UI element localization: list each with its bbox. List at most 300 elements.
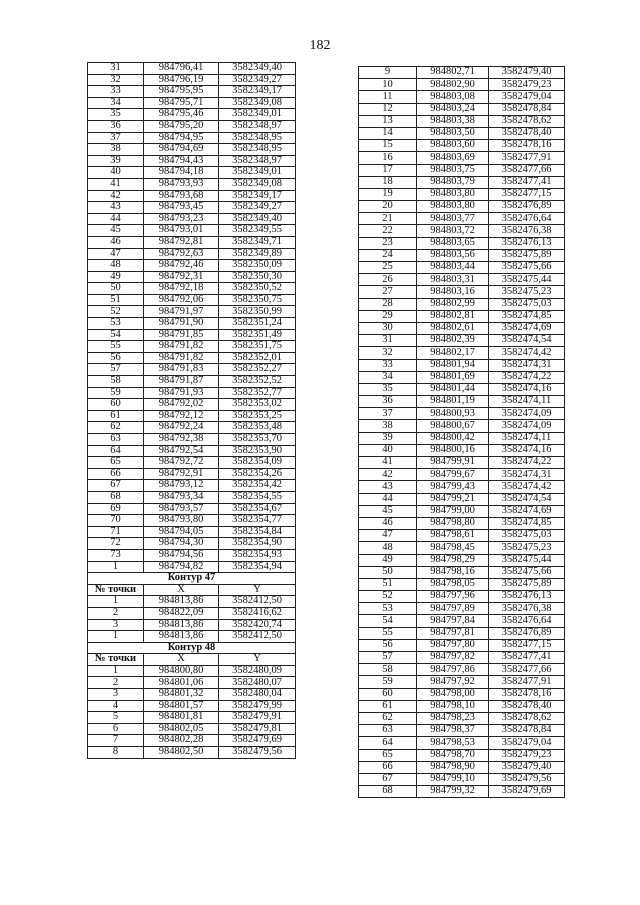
x-coordinate-cell: 984792,72 (144, 457, 219, 469)
y-coordinate-cell: 3582349,08 (219, 97, 296, 109)
x-coordinate-cell: 984803,79 (417, 176, 489, 188)
y-coordinate-cell: 3582475,23 (489, 542, 565, 554)
point-number-cell: 40 (359, 444, 417, 456)
x-coordinate-cell: 984801,57 (144, 700, 219, 712)
point-number-cell: 30 (359, 322, 417, 334)
x-coordinate-cell: 984803,77 (417, 213, 489, 225)
table-row (88, 376, 296, 388)
x-coordinate-cell: 984800,16 (417, 444, 489, 456)
y-coordinate-cell: 3582475,03 (489, 298, 565, 310)
table-row (359, 237, 565, 249)
x-coordinate-cell: 984801,94 (417, 359, 489, 371)
table-row (88, 445, 296, 457)
y-coordinate-cell: 3582474,54 (489, 335, 565, 347)
table-row (88, 74, 296, 86)
point-number-cell: 51 (359, 578, 417, 590)
table-row (359, 262, 565, 274)
table-row (359, 481, 565, 493)
point-number-cell: 54 (88, 329, 144, 341)
x-coordinate-cell: 984797,92 (417, 676, 489, 688)
table-row (88, 434, 296, 446)
table-row (359, 225, 565, 237)
x-coordinate-cell: 984798,53 (417, 737, 489, 749)
point-number-cell: 36 (88, 120, 144, 132)
table-row (359, 542, 565, 554)
point-number-cell: 57 (359, 652, 417, 664)
y-coordinate-cell: 3582474,31 (489, 469, 565, 481)
table-row (359, 749, 565, 761)
y-coordinate-cell: 3582477,15 (489, 639, 565, 651)
point-number-cell: 2 (88, 607, 144, 619)
point-number-cell: 42 (88, 190, 144, 202)
y-coordinate-cell: 3582474,11 (489, 396, 565, 408)
table-row (359, 554, 565, 566)
y-coordinate-cell: 3582477,91 (489, 152, 565, 164)
x-coordinate-cell: 984794,05 (144, 526, 219, 538)
table-row (359, 298, 565, 310)
point-number-cell: 52 (88, 306, 144, 318)
x-coordinate-cell: 984793,34 (144, 491, 219, 503)
table-row (88, 329, 296, 341)
table-row (88, 399, 296, 411)
point-number-cell: 6 (88, 723, 144, 735)
y-coordinate-cell: 3582474,69 (489, 322, 565, 334)
y-coordinate-cell: 3582354,84 (219, 526, 296, 538)
table-row (359, 712, 565, 724)
x-coordinate-cell: 984798,61 (417, 530, 489, 542)
y-coordinate-cell: 3582477,15 (489, 188, 565, 200)
table-row (88, 526, 296, 538)
point-number-cell: 67 (359, 773, 417, 785)
point-number-cell: 63 (359, 725, 417, 737)
point-number-cell: 56 (88, 352, 144, 364)
table-row (359, 457, 565, 469)
x-coordinate-cell: 984797,80 (417, 639, 489, 651)
point-number-cell: 53 (88, 318, 144, 330)
table-row (359, 79, 565, 91)
x-coordinate-cell: 984803,31 (417, 274, 489, 286)
y-coordinate-cell: 3582479,91 (219, 712, 296, 724)
x-coordinate-cell: 984803,44 (417, 262, 489, 274)
table-row (88, 712, 296, 724)
table-row (88, 167, 296, 179)
x-coordinate-cell: 984799,32 (417, 786, 489, 798)
table-row (359, 786, 565, 798)
point-number-cell: 43 (359, 481, 417, 493)
point-number-cell: 22 (359, 225, 417, 237)
x-coordinate-cell: 984792,18 (144, 283, 219, 295)
x-coordinate-cell: 984793,93 (144, 178, 219, 190)
point-number-cell: 52 (359, 591, 417, 603)
x-coordinate-cell: 984794,18 (144, 167, 219, 179)
point-number-cell: 60 (88, 399, 144, 411)
y-coordinate-cell: 3582474,42 (489, 347, 565, 359)
table-row (359, 591, 565, 603)
y-coordinate-cell: 3582348,95 (219, 132, 296, 144)
point-number-cell: 48 (88, 260, 144, 272)
point-number-cell: 34 (88, 97, 144, 109)
y-coordinate-cell: 3582477,41 (489, 652, 565, 664)
x-coordinate-cell: 984803,65 (417, 237, 489, 249)
x-coordinate-cell: 984795,20 (144, 120, 219, 132)
x-coordinate-cell: 984798,10 (417, 700, 489, 712)
x-coordinate-cell: 984794,95 (144, 132, 219, 144)
x-coordinate-cell: 984802,28 (144, 735, 219, 747)
x-coordinate-cell: 984801,06 (144, 677, 219, 689)
y-coordinate-cell: 3582349,01 (219, 109, 296, 121)
x-coordinate-cell: 984798,45 (417, 542, 489, 554)
table-row (88, 155, 296, 167)
y-coordinate-cell: 3582348,97 (219, 120, 296, 132)
table-row (359, 213, 565, 225)
point-number-cell: 55 (88, 341, 144, 353)
x-coordinate-cell: 984801,69 (417, 371, 489, 383)
point-number-cell: 66 (88, 468, 144, 480)
x-coordinate-cell: 984793,57 (144, 503, 219, 515)
point-number-cell: 66 (359, 761, 417, 773)
table-row (359, 176, 565, 188)
point-number-cell: 46 (88, 236, 144, 248)
x-coordinate-cell: 984803,60 (417, 140, 489, 152)
x-coordinate-cell: 984802,81 (417, 310, 489, 322)
table-row (359, 578, 565, 590)
x-coordinate-cell: 984798,23 (417, 712, 489, 724)
point-number-header: № точки (88, 654, 144, 666)
table-row (88, 120, 296, 132)
y-coordinate-cell: 3582350,30 (219, 271, 296, 283)
table-row (359, 615, 565, 627)
y-coordinate-cell: 3582477,41 (489, 176, 565, 188)
x-coordinate-cell: 984797,81 (417, 627, 489, 639)
y-coordinate-cell: 3582474,22 (489, 457, 565, 469)
table-row (88, 260, 296, 272)
x-coordinate-cell: 984792,06 (144, 294, 219, 306)
point-number-cell: 32 (88, 74, 144, 86)
table-row (88, 735, 296, 747)
point-number-cell: 70 (88, 515, 144, 527)
y-coordinate-cell: 3582475,66 (489, 566, 565, 578)
x-coordinate-cell: 984797,84 (417, 615, 489, 627)
point-number-cell: 64 (359, 737, 417, 749)
y-coordinate-cell: 3582354,90 (219, 538, 296, 550)
table-row (88, 236, 296, 248)
point-number-cell: 65 (359, 749, 417, 761)
x-coordinate-cell: 984802,17 (417, 347, 489, 359)
x-coordinate-cell: 984803,08 (417, 91, 489, 103)
table-row (88, 538, 296, 550)
table-row (359, 67, 565, 79)
table-row (88, 271, 296, 283)
table-row (88, 607, 296, 619)
table-row (359, 444, 565, 456)
x-coordinate-cell: 984797,82 (417, 652, 489, 664)
y-coordinate-cell: 3582478,84 (489, 725, 565, 737)
point-number-cell: 10 (359, 79, 417, 91)
x-coordinate-cell: 984791,90 (144, 318, 219, 330)
x-coordinate-cell: 984800,93 (417, 408, 489, 420)
y-coordinate-cell: 3582479,40 (489, 761, 565, 773)
point-number-cell: 46 (359, 517, 417, 529)
x-coordinate-cell: 984803,24 (417, 103, 489, 115)
point-number-cell: 67 (88, 480, 144, 492)
table-row (359, 505, 565, 517)
y-coordinate-cell: 3582349,40 (219, 63, 296, 75)
table-row (359, 371, 565, 383)
x-header: X (144, 584, 219, 596)
table-row (88, 144, 296, 156)
point-number-cell: 32 (359, 347, 417, 359)
point-number-cell: 68 (88, 491, 144, 503)
y-coordinate-cell: 3582475,89 (489, 249, 565, 261)
y-coordinate-cell: 3582479,04 (489, 91, 565, 103)
x-coordinate-cell: 984802,50 (144, 747, 219, 759)
x-coordinate-cell: 984792,02 (144, 399, 219, 411)
point-number-cell: 7 (88, 735, 144, 747)
point-number-cell: 4 (88, 700, 144, 712)
point-number-cell: 53 (359, 603, 417, 615)
table-row (359, 725, 565, 737)
x-coordinate-cell: 984796,41 (144, 63, 219, 75)
x-coordinate-cell: 984795,46 (144, 109, 219, 121)
y-coordinate-cell: 3582351,75 (219, 341, 296, 353)
table-row (88, 132, 296, 144)
x-coordinate-cell: 984791,97 (144, 306, 219, 318)
table-row (88, 97, 296, 109)
point-number-cell: 21 (359, 213, 417, 225)
table-row (359, 140, 565, 152)
point-number-cell: 37 (359, 408, 417, 420)
y-coordinate-cell: 3582474,22 (489, 371, 565, 383)
point-number-cell: 31 (359, 335, 417, 347)
y-coordinate-cell: 3582476,89 (489, 627, 565, 639)
point-number-cell: 18 (359, 176, 417, 188)
x-coordinate-cell: 984791,82 (144, 352, 219, 364)
x-coordinate-cell: 984803,16 (417, 286, 489, 298)
point-number-cell: 14 (359, 127, 417, 139)
table-row (88, 225, 296, 237)
table-row (359, 152, 565, 164)
y-coordinate-cell: 3582349,17 (219, 86, 296, 98)
point-number-cell: 45 (359, 505, 417, 517)
y-coordinate-cell: 3582416,62 (219, 607, 296, 619)
point-number-cell: 23 (359, 237, 417, 249)
table-row (359, 493, 565, 505)
y-coordinate-cell: 3582475,03 (489, 530, 565, 542)
y-coordinate-cell: 3582354,42 (219, 480, 296, 492)
table-row (88, 515, 296, 527)
y-coordinate-cell: 3582478,40 (489, 127, 565, 139)
point-number-cell: 57 (88, 364, 144, 376)
table-row (359, 359, 565, 371)
x-coordinate-cell: 984803,75 (417, 164, 489, 176)
table-row (88, 596, 296, 608)
y-coordinate-cell: 3582353,90 (219, 445, 296, 457)
point-number-cell: 3 (88, 689, 144, 701)
x-coordinate-cell: 984813,86 (144, 631, 219, 643)
table-row (359, 420, 565, 432)
point-number-cell: 5 (88, 712, 144, 724)
y-coordinate-cell: 3582474,54 (489, 493, 565, 505)
y-coordinate-cell: 3582474,69 (489, 505, 565, 517)
table-row (88, 665, 296, 677)
table-row (359, 310, 565, 322)
y-coordinate-cell: 3582354,77 (219, 515, 296, 527)
point-number-cell: 45 (88, 225, 144, 237)
y-coordinate-cell: 3582475,44 (489, 554, 565, 566)
point-number-cell: 1 (88, 561, 144, 573)
table-row (88, 457, 296, 469)
table-row (359, 432, 565, 444)
point-number-cell: 37 (88, 132, 144, 144)
x-coordinate-cell: 984793,01 (144, 225, 219, 237)
x-header: X (144, 654, 219, 666)
point-number-cell: 38 (359, 420, 417, 432)
table-row (88, 364, 296, 376)
x-coordinate-cell: 984822,09 (144, 607, 219, 619)
point-number-cell: 27 (359, 286, 417, 298)
x-coordinate-cell: 984794,56 (144, 549, 219, 561)
table-row (359, 627, 565, 639)
point-number-cell: 41 (359, 457, 417, 469)
point-number-cell: 8 (88, 747, 144, 759)
point-number-cell: 26 (359, 274, 417, 286)
table-row (88, 561, 296, 573)
table-row (359, 700, 565, 712)
x-coordinate-cell: 984799,10 (417, 773, 489, 785)
y-coordinate-cell: 3582478,16 (489, 140, 565, 152)
y-coordinate-cell: 3582480,09 (219, 665, 296, 677)
y-coordinate-cell: 3582352,01 (219, 352, 296, 364)
table-row (88, 178, 296, 190)
table-row (359, 103, 565, 115)
y-coordinate-cell: 3582354,94 (219, 561, 296, 573)
table-row (359, 676, 565, 688)
x-coordinate-cell: 984793,68 (144, 190, 219, 202)
table-row (359, 274, 565, 286)
y-coordinate-cell: 3582474,85 (489, 517, 565, 529)
y-coordinate-cell: 3582475,23 (489, 286, 565, 298)
y-coordinate-cell: 3582479,04 (489, 737, 565, 749)
x-coordinate-cell: 984798,05 (417, 578, 489, 590)
table-row (88, 190, 296, 202)
y-coordinate-cell: 3582479,99 (219, 700, 296, 712)
point-number-cell: 47 (359, 530, 417, 542)
table-row (359, 737, 565, 749)
point-number-cell: 56 (359, 639, 417, 651)
point-number-cell: 28 (359, 298, 417, 310)
x-coordinate-cell: 984803,80 (417, 188, 489, 200)
table-row (88, 700, 296, 712)
point-number-cell: 33 (88, 86, 144, 98)
y-coordinate-cell: 3582476,38 (489, 603, 565, 615)
x-coordinate-cell: 984795,95 (144, 86, 219, 98)
point-number-cell: 61 (359, 700, 417, 712)
y-coordinate-cell: 3582478,16 (489, 688, 565, 700)
point-number-cell: 44 (88, 213, 144, 225)
point-number-cell: 68 (359, 786, 417, 798)
table-row (88, 341, 296, 353)
x-coordinate-cell: 984794,30 (144, 538, 219, 550)
y-coordinate-cell: 3582474,09 (489, 408, 565, 420)
point-number-cell: 38 (88, 144, 144, 156)
point-number-cell: 1 (88, 631, 144, 643)
y-coordinate-cell: 3582353,48 (219, 422, 296, 434)
table-row (88, 318, 296, 330)
y-coordinate-cell: 3582352,52 (219, 376, 296, 388)
y-coordinate-cell: 3582476,64 (489, 615, 565, 627)
y-coordinate-cell: 3582420,74 (219, 619, 296, 631)
table-row (88, 387, 296, 399)
y-coordinate-cell: 3582474,11 (489, 432, 565, 444)
x-coordinate-cell: 984803,69 (417, 152, 489, 164)
y-header: Y (219, 584, 296, 596)
point-number-cell: 60 (359, 688, 417, 700)
y-coordinate-cell: 3582475,89 (489, 578, 565, 590)
table-header-row (88, 584, 296, 596)
table-row (88, 213, 296, 225)
y-coordinate-cell: 3582354,93 (219, 549, 296, 561)
contour-title-row (88, 573, 296, 585)
x-coordinate-cell: 984798,80 (417, 517, 489, 529)
y-coordinate-cell: 3582349,40 (219, 213, 296, 225)
point-number-cell: 41 (88, 178, 144, 190)
y-coordinate-cell: 3582349,17 (219, 190, 296, 202)
y-coordinate-cell: 3582476,89 (489, 201, 565, 213)
x-coordinate-cell: 984791,83 (144, 364, 219, 376)
x-coordinate-cell: 984803,38 (417, 115, 489, 127)
y-coordinate-cell: 3582476,13 (489, 237, 565, 249)
x-coordinate-cell: 984813,86 (144, 619, 219, 631)
y-coordinate-cell: 3582348,97 (219, 155, 296, 167)
y-coordinate-cell: 3582479,56 (219, 747, 296, 759)
point-number-cell: 12 (359, 103, 417, 115)
y-coordinate-cell: 3582478,62 (489, 712, 565, 724)
table-row (359, 408, 565, 420)
y-coordinate-cell: 3582480,04 (219, 689, 296, 701)
contour-48-title: Контур 48 (88, 642, 296, 654)
table-row (88, 422, 296, 434)
table-row (88, 631, 296, 643)
x-coordinate-cell: 984793,80 (144, 515, 219, 527)
table-row (88, 747, 296, 759)
point-number-cell: 16 (359, 152, 417, 164)
table-row (359, 530, 565, 542)
table-row (88, 503, 296, 515)
table-row (359, 127, 565, 139)
x-coordinate-cell: 984793,12 (144, 480, 219, 492)
point-number-cell: 58 (88, 376, 144, 388)
table-row (359, 91, 565, 103)
table-row (359, 347, 565, 359)
table-row (359, 115, 565, 127)
table-row (359, 652, 565, 664)
table-row (359, 383, 565, 395)
point-number-cell: 59 (359, 676, 417, 688)
point-number-cell: 25 (359, 262, 417, 274)
y-header: Y (219, 654, 296, 666)
x-coordinate-cell: 984803,72 (417, 225, 489, 237)
table-row (359, 603, 565, 615)
table-row (359, 286, 565, 298)
point-number-cell: 3 (88, 619, 144, 631)
x-coordinate-cell: 984792,38 (144, 434, 219, 446)
y-coordinate-cell: 3582352,77 (219, 387, 296, 399)
y-coordinate-cell: 3582479,23 (489, 749, 565, 761)
table-row (359, 335, 565, 347)
point-number-cell: 35 (88, 109, 144, 121)
point-number-cell: 63 (88, 434, 144, 446)
x-coordinate-cell: 984793,45 (144, 202, 219, 214)
